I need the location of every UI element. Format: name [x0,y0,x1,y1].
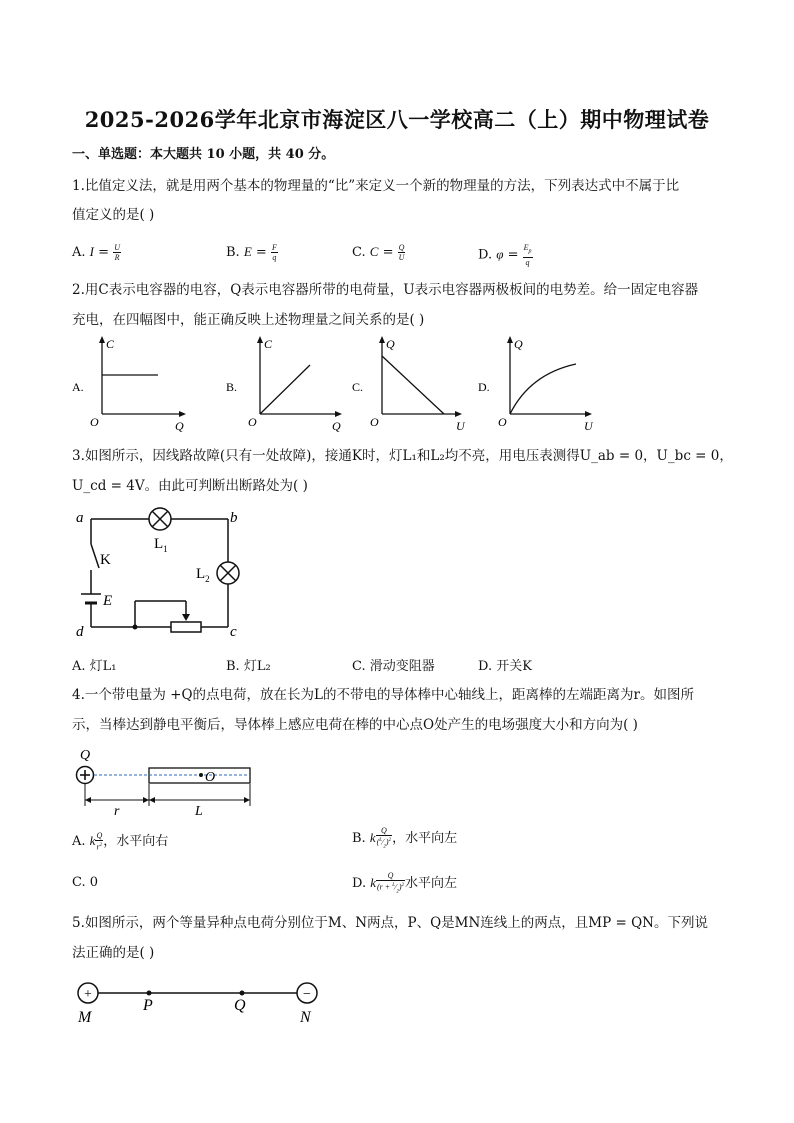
q1-text-line2: 值定义的是( ) [72,207,155,223]
q5-charges-diagram [68,976,328,1026]
q5-text-line1: 5.如图所示，两个等量异种点电荷分别位于M、N两点，P、Q是MN连线上的两点，且MP = QN。下列说 [72,915,708,931]
graph-b-y: C [264,337,273,351]
q4-option-c[interactable]: C. 0 [72,875,99,890]
q1-option-a[interactable]: A. I = $\frac{U}{R}$ [72,243,120,262]
q4-text-line2: 示，当棒达到静电平衡后，导体棒上感应电荷在棒的中心点O处产生的电场强度大小和方向为( ) [72,717,638,733]
q2-graphs [60,334,620,434]
graph-b-x: Q [332,419,341,433]
graph-a-y: C [106,337,115,351]
graph-b-curve [260,365,310,414]
q2-graph-c[interactable] [352,336,466,433]
graph-c-x: U [456,419,465,433]
q2-text-line2: 充电，在四幅图中，能正确反映上述物理量之间关系的是( ) [72,312,425,328]
node-c-label: c [230,624,237,640]
graph-a-x: Q [175,419,184,433]
graph-d-x: U [584,419,593,433]
q4-option-a[interactable]: A. k $\frac{Q}{r^2}$ ，水平向右 [72,831,169,852]
q1-option-b[interactable]: B. E = $\frac{F}{q}$ [226,243,277,262]
graph-c-origin: O [370,415,379,429]
length-l-label: L [195,804,203,818]
graph-c-curve [382,356,444,414]
section-heading: 一、单选题：本大题共 10 小题，共 40 分。 [72,147,335,162]
q1-text-line1: 1.比值定义法，就是用两个基本的物理量的“比”来定义一个新的物理量的方法，下列表达式中不属于比 [72,178,680,194]
node-a-label: a [76,510,84,526]
q3-text-line2: U_cd = 4V。由此可判断出断路处为( ) [72,478,308,494]
graph-c-label: C. [352,380,364,394]
q2-graph-d[interactable] [478,336,594,433]
node-d-label: d [76,624,84,640]
battery-e-label: E [103,593,113,609]
q4-option-d[interactable]: D. k $\frac{Q}{(r + ^L⁄_2)^2}$ 水平向左 [352,871,458,895]
center-o-label: O [205,770,216,785]
q3-text-line1: 3.如图所示，因线路故障(只有一处故障)，接通K时，灯L₁和L₂均不亮，用电压表测得U_ab = 0，U_bc = 0， [72,448,733,464]
graph-c-y: Q [386,337,395,351]
q3-option-a[interactable]: A. 灯L₁ [72,659,117,674]
lamp-l2 [217,562,239,584]
distance-r-label: r [114,804,120,818]
q2-graph-a[interactable] [72,336,186,433]
q2-graph-b[interactable] [226,336,342,433]
q4-option-b[interactable]: B. k $\frac{Q}{(^L⁄_2)^2}$ ，水平向左 [352,826,458,850]
q2-text-line1: 2.用C表示电容器的电容，Q表示电容器所带的电荷量，U表示电容器两极板间的电势差。给一固定电容器 [72,282,699,298]
switch-k-label: K [100,552,111,568]
point-q-label: Q [234,997,246,1014]
graph-a-origin: O [90,415,99,429]
q1-option-c[interactable]: C. C = $\frac{Q}{U}$ [352,243,405,262]
q3-option-c[interactable]: C. 滑动变阻器 [352,659,435,674]
point-m-label: M [78,1009,92,1026]
charge-q-label: Q [80,748,91,763]
point-p-label: P [143,997,153,1014]
page-title: 2025-2026学年北京市海淀区八一学校高二（上）期中物理试卷 [84,107,710,132]
lamp-l2-label: $L_2$ [196,566,210,584]
charge-n-sign: − [303,987,311,1002]
q4-rod-diagram [70,744,270,818]
q5-text-line2: 法正确的是( ) [72,945,155,961]
lamp-l1 [149,508,171,530]
q3-option-b[interactable]: B. 灯L₂ [226,659,271,674]
q3-circuit-diagram [66,504,256,644]
node-b-label: b [230,510,238,526]
graph-d-curve [510,364,576,414]
graph-d-y: Q [514,337,523,351]
lamp-l1-label: $L_1$ [154,536,168,554]
graph-a-label: A. [72,380,84,394]
q1-option-d[interactable]: D. φ = $\frac{E_p}{q}$ [478,243,532,267]
graph-b-origin: O [248,415,257,429]
q3-option-d[interactable]: D. 开关K [478,659,532,674]
charge-m-sign: + [84,987,92,1002]
graph-d-origin: O [498,415,507,429]
point-n-label: N [300,1009,311,1026]
q4-text-line1: 4.一个带电量为 +Q的点电荷，放在长为L的不带电的导体棒中心轴线上，距离棒的左端距离为r。如图所 [72,687,694,703]
graph-d-label: D. [478,380,490,394]
graph-b-label: B. [226,380,238,394]
